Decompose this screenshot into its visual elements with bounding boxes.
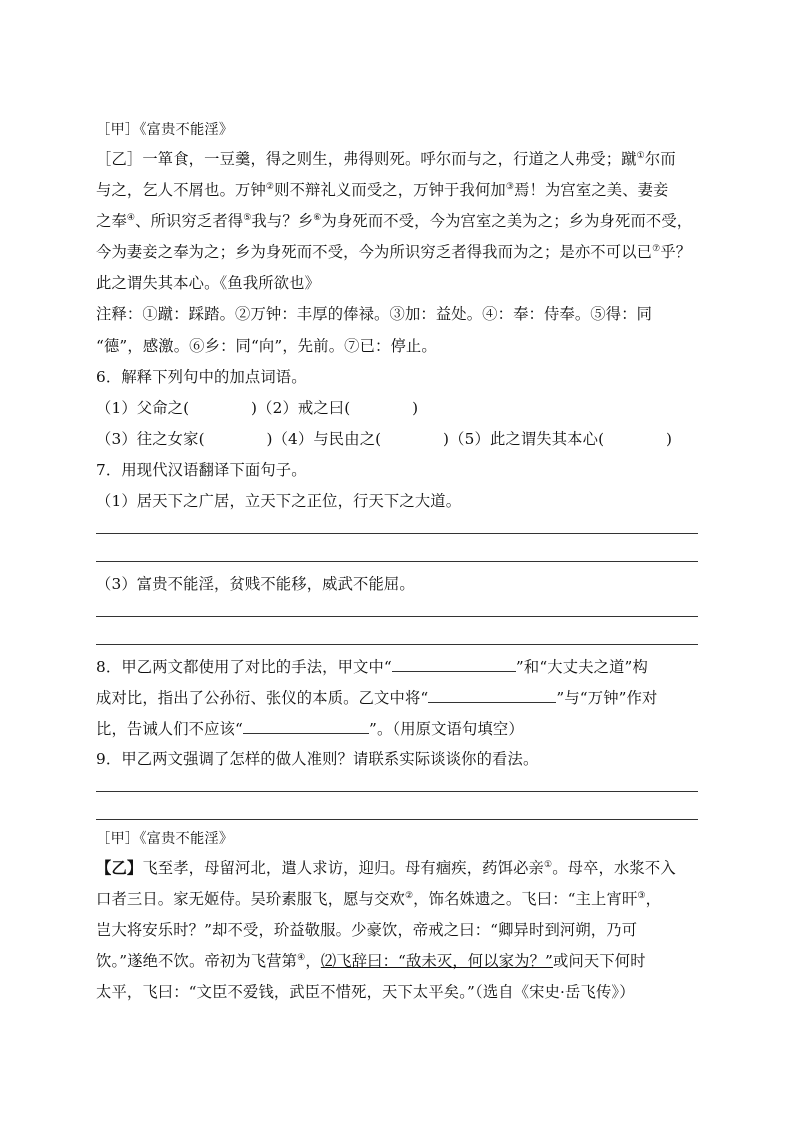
notes-line-1: 注释：①蹴：踩踏。②万钟：丰厚的俸禄。③加：益处。④：奉：侍奉。⑤得：同: [96, 305, 653, 323]
passage2-line-4: 饮。”遂绝不饮。帝初为飞营第④，⑵飞辞曰：“敌未灭，何以家为？”或问天下何时: [96, 952, 646, 970]
passage-yi-line-4: 今为妻妾之奉为之；乡为身死而不受，今为所识穷乏者得我而为之；是亦不可以已⑦乎？: [96, 243, 692, 261]
question-7-title: 7．用现代汉语翻译下面句子。: [96, 461, 307, 479]
passage2-line-3: 岂大将安乐时？”却不受，玠益敬服。少豪饮，帝戒之曰：“卿异时到河朔，乃可: [96, 921, 638, 939]
question-6-title: 6．解释下列句中的加点词语。: [96, 368, 307, 386]
question-8-line-1: 8．甲乙两文都使用了对比的手法，甲文中“ ”和“大丈夫之道”构: [96, 658, 648, 676]
passage-yi-line-1: ［乙］一箪食，一豆羹，得之则生，弗得则死。呼尔而与之，行道之人弗受；蹴①尔而: [96, 150, 676, 168]
question-6-line-2: （3）往之女家( )（4）与民由之( )（5）此之谓失其本心( ): [96, 430, 673, 448]
passage2-line-2: 口者三日。家无姬侍。吴玠素服飞，愿与交欢②，饰名姝遗之。飞曰：“主上宵旰③，: [96, 890, 662, 908]
question-8-line-3: 比，告诫人们不应该“ ”。（用原文语句填空）: [96, 720, 524, 738]
passage-yi-line-2: 与之，乞人不屑也。万钟②则不辩礼义而受之，万钟于我何加③焉！为宫室之美、妻妾: [96, 181, 669, 199]
answer-line: [96, 616, 698, 617]
question-9-title: 9．甲乙两文强调了怎样的做人准则？请联系实际谈谈你的看法。: [96, 750, 539, 768]
question-7-item-3: （3）富贵不能淫，贫贱不能移，威武不能屈。: [96, 575, 415, 593]
passage-yi-line-5: 此之谓失其本心。《鱼我所欲也》: [96, 274, 321, 292]
passage-jia-title: ［甲］《富贵不能淫》: [96, 122, 234, 138]
answer-line: [96, 561, 698, 562]
question-8-line-2: 成对比，指出了公孙衍、张仪的本质。乙文中将“ ”与“万钟”作对: [96, 689, 658, 707]
question-6-line-1: （1）父命之( )（2）戒之曰( ): [96, 399, 419, 417]
answer-line: [96, 791, 698, 792]
question-7-item-1: （1）居天下之广居，立天下之正位，行天下之大道。: [96, 492, 462, 510]
passage2-line-1: 【乙】飞至孝，母留河北，遣人求访，迎归。母有痼疾，药饵必亲①。母卒，水浆不入: [96, 859, 676, 877]
underlined-sentence: ⑵飞辞曰：“敌未灭，何以家为？”: [320, 952, 554, 970]
answer-line: [96, 533, 698, 534]
fill-blank-3[interactable]: [243, 718, 369, 734]
passage-yi-line-3: 之奉④、所识穷乏者得⑤我与？乡⑥为身死而不受，今为宫室之美为之；乡为身死而不受，: [96, 212, 693, 230]
answer-line: [96, 819, 698, 820]
passage2-line-5: 太平，飞曰：“文臣不爱钱，武臣不惜死，天下太平矣。”（选自《宋史·岳飞传》）: [96, 983, 635, 1001]
answer-line: [96, 644, 698, 645]
fill-blank-1[interactable]: [392, 656, 516, 672]
notes-line-2: “德”，感激。⑥乡：同“向”，先前。⑦已：停止。: [96, 337, 437, 355]
passage2-jia-title: ［甲］《富贵不能淫》: [96, 831, 234, 847]
fill-blank-2[interactable]: [428, 687, 556, 703]
